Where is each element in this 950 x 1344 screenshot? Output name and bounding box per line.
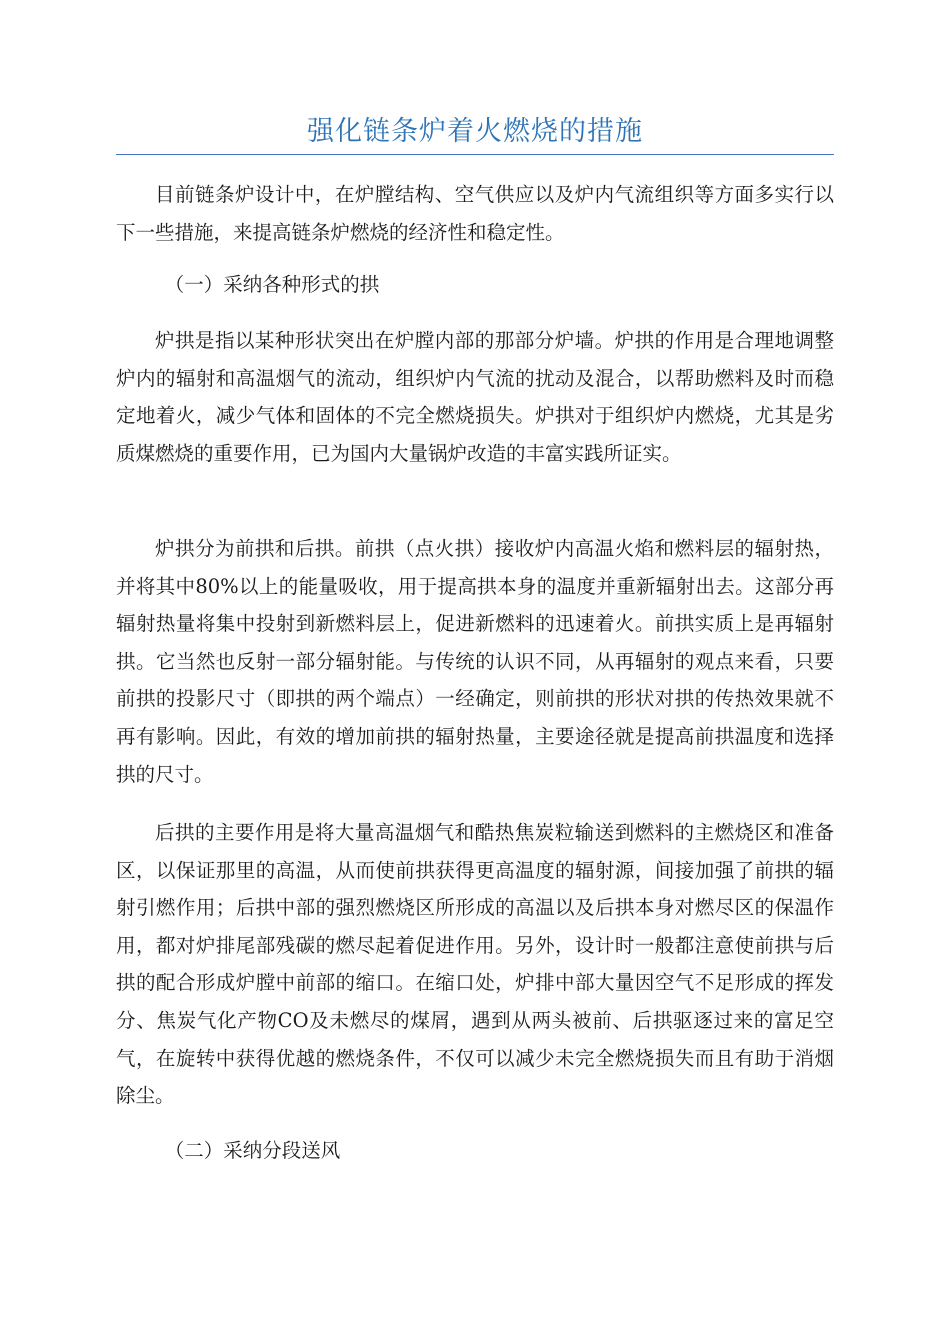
title-underline [116,154,834,155]
section-heading-staged-air: （二）采纳分段送风 [164,1139,341,1162]
paragraph-arch-definition: 炉拱是指以某种形状突出在炉膛内部的那部分炉墙。炉拱的作用是合理地调整炉内的辐射和高温烟气的流动，组织炉内气流的扰动及混合，以帮助燃料及时而稳定地着火，减少气体和固体的不完全燃烧损失。炉拱对于组织炉内燃烧，尤其是劣质煤燃烧的重要作用，已为国内大量锅炉改造的丰富实践所证实。 [116,329,834,465]
document-title: 强化链条炉着火燃烧的措施 [307,116,643,147]
section-heading-arches: （一）采纳各种形式的拱 [164,273,380,296]
paragraph-rear-arch: 后拱的主要作用是将大量高温烟气和酷热焦炭粒输送到燃料的主燃烧区和准备区，以保证那里的高温，从而使前拱获得更高温度的辐射源，间接加强了前拱的辐射引燃作用；后拱中部的强烈燃烧区所形成的高温以及后拱本身对燃尽区的保温作用，都对炉排尾部残碳的燃尽起着促进作用。另外，设计时一般都注意使前拱与后拱的配合形成炉膛中前部的缩口。在缩口处，炉排中部大量因空气不足形成的挥发分、焦炭气化产物CO及未燃尽的煤屑，遇到从两头被前、后拱驱逐过来的富足空气，在旋转中获得优越的燃烧条件，不仅可以减少未完全燃烧损失而且有助于消烟除尘。 [116,821,834,1108]
intro-paragraph: 目前链条炉设计中，在炉膛结构、空气供应以及炉内气流组织等方面多实行以下一些措施，来提高链条炉燃烧的经济性和稳定性。 [116,183,834,244]
paragraph-front-arch: 炉拱分为前拱和后拱。前拱（点火拱）接收炉内高温火焰和燃料层的辐射热，并将其中80%以上的能量吸收，用于提高拱本身的温度并重新辐射出去。这部分再辐射热量将集中投射到新燃料层上，促进新燃料的迅速着火。前拱实质上是再辐射拱。它当然也反射一部分辐射能。与传统的认识不同，从再辐射的观点来看，只要前拱的投影尺寸（即拱的两个端点）一经确定，则前拱的形状对拱的传热效果就不再有影响。因此，有效的增加前拱的辐射热量，主要途径就是提高前拱温度和选择拱的尺寸。 [116,537,834,786]
